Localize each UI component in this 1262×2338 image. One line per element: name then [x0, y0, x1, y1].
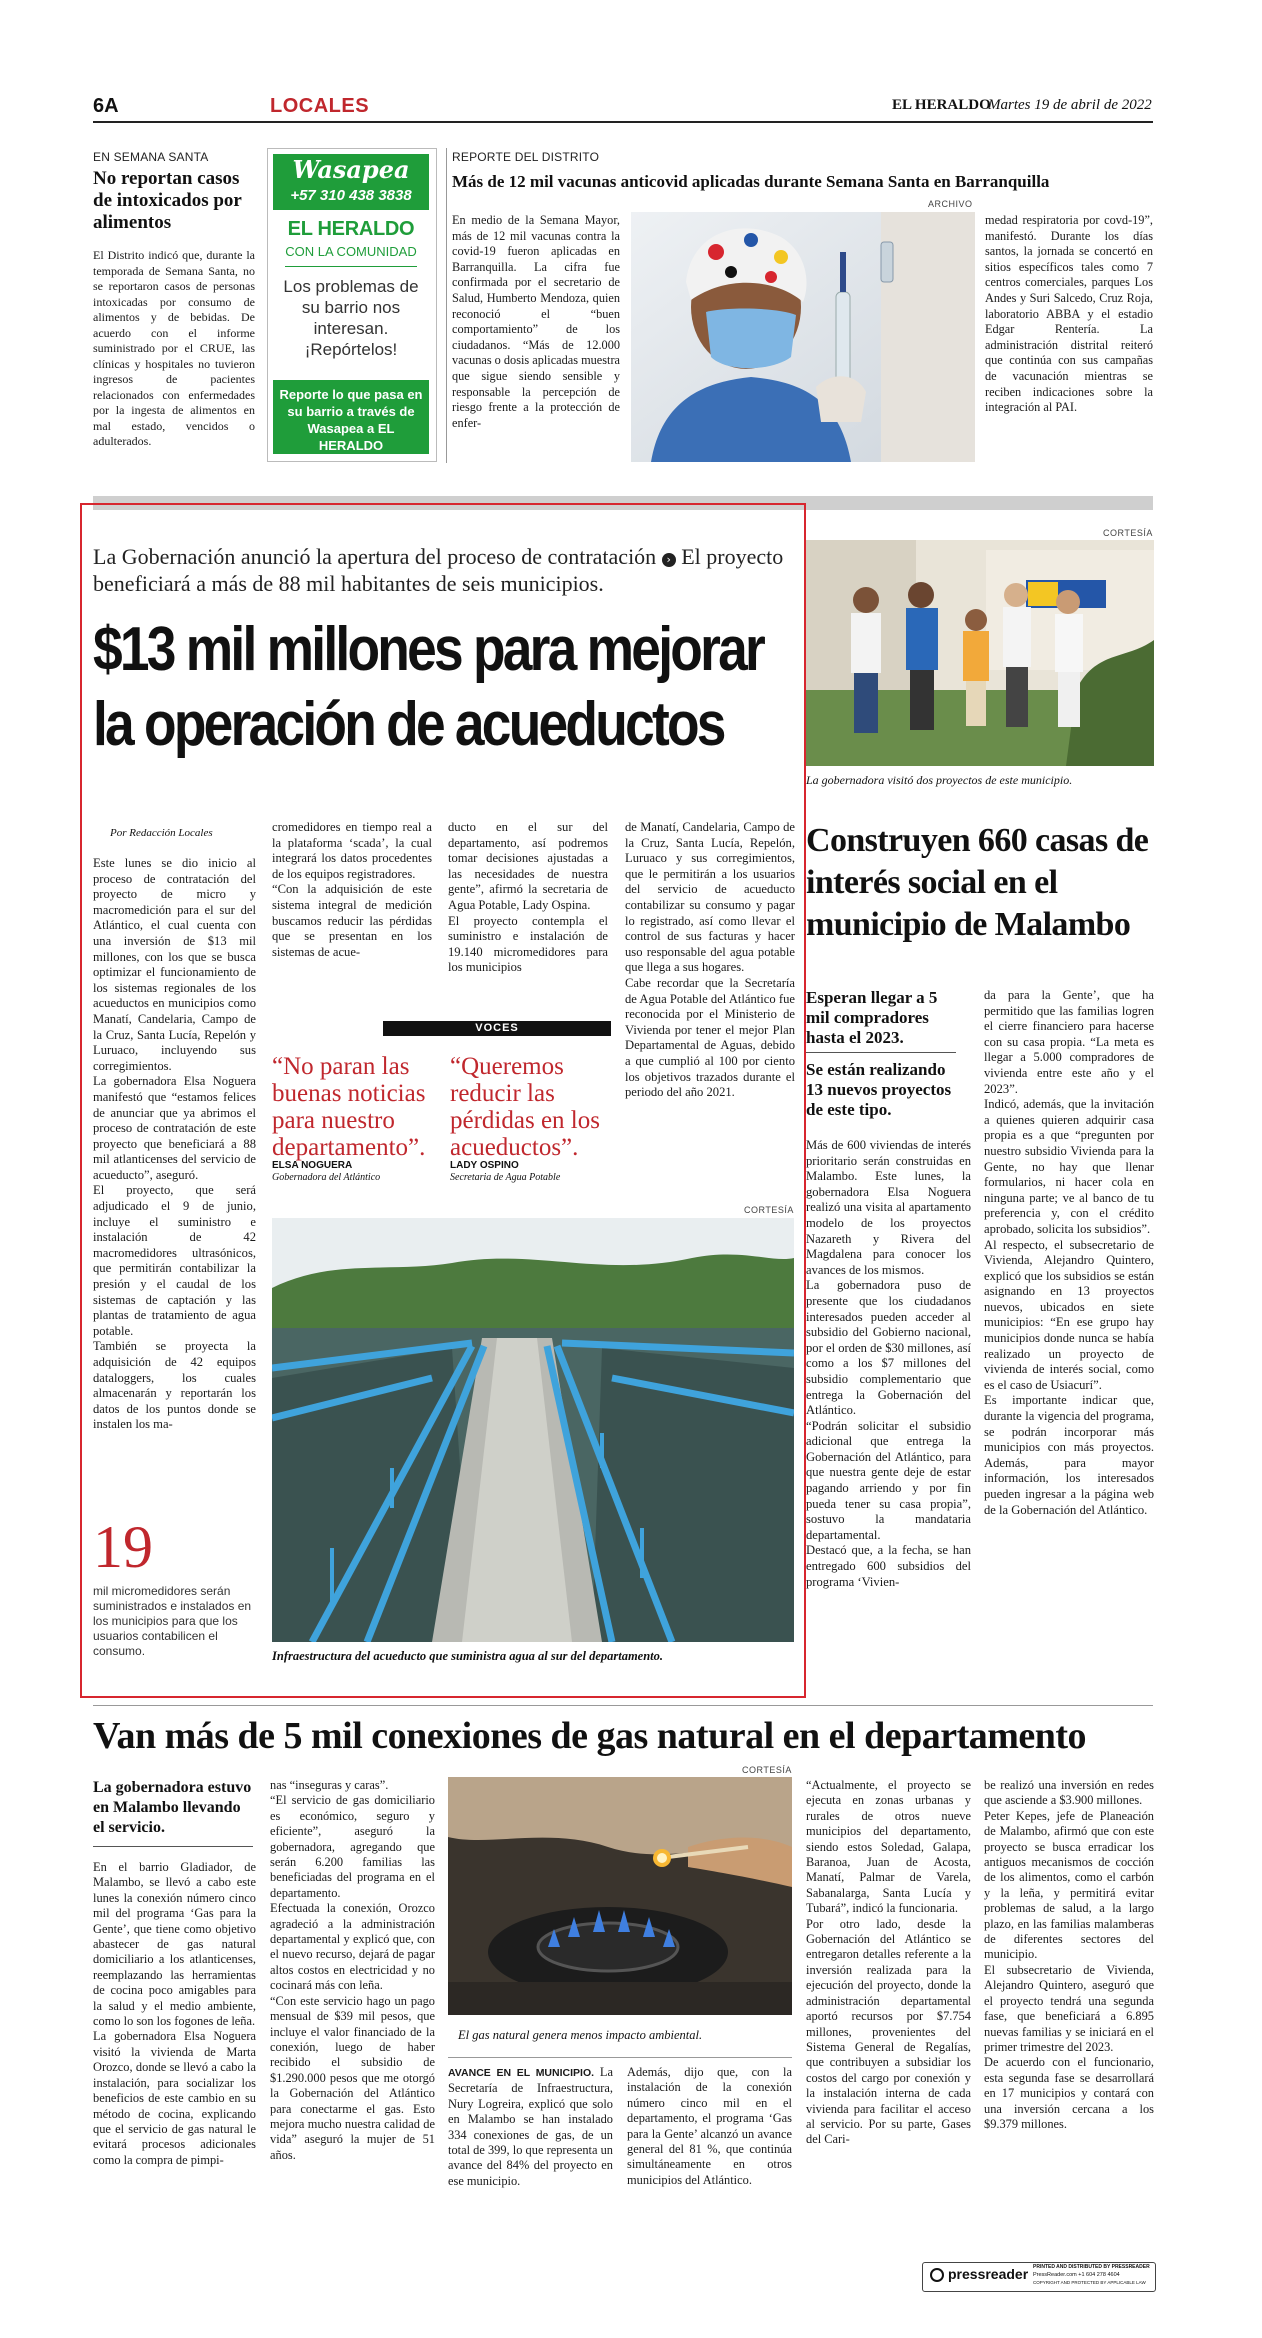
aqueduct-col2: cromedidores en tiempo real a la plataforma ‘scada’, la cual integrará los datos procedentes de los equipos registradores. “Con la adquisición de este sistema integral de medición buscamos reducir las pérdidas que se presentan en los sistemas de acue- — [272, 820, 432, 959]
voces-role-noguera: Gobernadora del Atlántico — [272, 1172, 381, 1183]
gas-col3-text: La Secretaría de Infraestructura, Nury Logreira, explicó que solo en Malambo se han instalado 334 conexiones de gas, de un total de 399, lo que representa un avance del 84% del proyecto en ese municipio. — [448, 2065, 613, 2188]
pressreader-note-2: PressReader.com +1 604 278 4604 — [1033, 2272, 1120, 2278]
wasapea-brand: Wasapea — [292, 155, 410, 184]
brief-kicker: EN SEMANA SANTA — [93, 150, 209, 164]
aqueduct-deck-line2: El proyecto beneficiará a más de 88 mil habitantes de seis municipios. — [93, 544, 784, 596]
pressreader-logo-icon — [930, 2268, 944, 2282]
wasapea-tagline: CON LA COMUNIDAD — [285, 244, 417, 259]
gas-caption: El gas natural genera menos impacto ambiental. — [458, 2028, 703, 2042]
gas-col1: En el barrio Gladiador, de Malambo, se llevó a cabo este lunes la conexión número cinco mil del programa ‘Gas para la Gente’, que tiene como objetivo abastecer de gas natural domiciliario a los atlanticenses, reemplazando las herramientas de cocina poco amigables para la salud y el medio ambiente, como lo son los fogones de leña. La gobernadora Elsa Noguera visitó la vivienda de Marta Orozco, donde se llevó a cabo la instalación, para socializar los beneficios de este cambio en su método de cocina, explicando que el servicio de gas natural le evitará procesos adicionales como la compra de pimpi- — [93, 1860, 256, 2167]
voces-label: VOCES — [475, 1022, 519, 1034]
aqueduct-photo — [272, 1218, 794, 1642]
gas-top-rule — [93, 1705, 1153, 1706]
aqueduct-byline: Por Redacción Locales — [110, 827, 213, 839]
vaccines-photo — [631, 212, 975, 462]
paper-name: EL HERALDO — [892, 97, 991, 113]
gas-headline: Van más de 5 mil conexiones de gas natural en el departamento — [93, 1715, 1087, 1757]
aqueduct-stat-text: mil micromedidores serán suministrados e instalados en los municipios para que los usuarios contabilicen el consumo. — [93, 1584, 252, 1658]
aqueduct-deck-line1: La Gobernación anunció la apertura del proceso de contratación — [93, 544, 657, 569]
aqueduct-photo-credit: CORTESÍA — [744, 1205, 794, 1215]
vaccines-photo-credit: ARCHIVO — [928, 199, 973, 209]
vaccines-left-rule — [446, 148, 447, 463]
pressreader-note-3: COPYRIGHT AND PROTECTED BY APPLICABLE LAW — [1033, 2280, 1146, 2285]
housing-sub-divider — [806, 1052, 956, 1053]
section-label: LOCALES — [270, 95, 370, 117]
pressreader-note-1: PRINTED AND DISTRIBUTED BY PRESSREADER — [1033, 2264, 1150, 2270]
vaccines-col1: En medio de la Semana Mayor, más de 12 mil vacunas contra la covid-19 fueron aplicadas en Barranquilla. La cifra fue confirmada por el secretario de Salud, Humberto Mendoza, quien reconoció el “buen comportamiento” de los ciudadanos. “Más de 12.000 vacunas o dosis aplicadas muestra que sigue siendo sensible y responsable la percepción de riesgo frente a la protección de enfer- — [452, 213, 620, 430]
gas-col3 — [448, 2065, 613, 2225]
brief-body: El Distrito indicó que, durante la temporada de Semana Santa, no se reportaron casos de personas intoxicadas por consumo de alimentos y de bebidas. De acuerdo con el informe suministrado por el CRUE, las clínicas y hospitales no tuvieron ingresos de pacientes relacionados con enfermedades por la ingesta de alimentos en mal estado, vencidos o adulterados. — [93, 248, 255, 448]
arrow-right-icon: › — [662, 553, 676, 567]
gas-col4: Además, dijo que, con la instalación de la conexión número cinco mil en el departamento, el programa ‘Gas para la Gente’ alcanzó un avance general del 81 %, que continúa simultáneamente en otros municipios del Atlántico. — [627, 2065, 792, 2187]
housing-sub2: Se están realizando 13 nuevos proyectos de este tipo. — [806, 1060, 952, 1119]
vaccines-kicker: REPORTE DEL DISTRITO — [452, 150, 600, 164]
voces-role-ospina: Secretaria de Agua Potable — [450, 1172, 561, 1183]
aqueduct-headline: $13 mil millones para mejorar la operación de acueductos — [93, 615, 763, 759]
page-number: 6A — [93, 95, 119, 117]
page-date: Martes 19 de abril de 2022 — [988, 97, 1152, 113]
wasapea-message: Los problemas de su barrio nos interesan. ¡Repórtelos! — [283, 277, 419, 359]
aqueduct-col4: de Manatí, Candelaria, Campo de la Cruz, Santa Lucía, Repelón, Luruaco y sus corregimientos, que le permitirán a los usuarios del servicio de acueducto contabilizar su consumo y pagar lo registrado, así como llevar el control de sus facturas y hacer uso responsable del agua potable que llega a sus hogares. Cabe recordar que la Secretaría de Agua Potable del Atlántico fue reconocida por el Ministerio de Vivienda por tener el mejor Plan Departamental de Aguas, debido a que cumplió al 100 por ciento los objetivos trazados durante el periodo del año 2021. — [625, 820, 795, 1100]
gas-sub: La gobernadora estuvo en Malambo llevando el servicio. — [93, 1779, 252, 1836]
gas-sub-divider — [93, 1846, 253, 1847]
housing-photo-credit: CORTESÍA — [1103, 528, 1153, 538]
wasapea-divider — [285, 266, 417, 267]
nurse-vaccine-image — [631, 212, 975, 462]
aqueduct-stat-number: 19 — [93, 1514, 153, 1580]
gas-col2: nas “inseguras y caras”. “El servicio de gas domiciliario es económico, seguro y eficiente”, aseguró la gobernadora, agregando que serán 6.200 familias las beneficiadas del programa en el departamento. Efectuada la conexión, Orozco agradeció a la administración departamental y explicó que, con el nuevo recurso, dejará de pagar altos costos en electricidad y no cocinará más con leña. “Con este servicio hago un pago mensual de $39 mil pesos, que incluye el valor financiado de la conexión, luego de haber recibido el subsidio de $1.290.000 pesos que me otorgó la Gobernación del Atlántico para conectarme el gas. Esto mejora mucho nuestra calidad de vida” aseguró la mujer de 51 años. — [270, 1778, 435, 2162]
housing-sub1: Esperan llegar a 5 mil compradores hasta el 2023. — [806, 988, 938, 1047]
vaccines-col2: medad respiratoria por covd-19”, manifestó. Durante los días santos, la jornada se concertó en sitios específicos tales como 7 centros comerciales, parques Los Andes y Suri Salcedo, Cruz Roja, laboratorio ABBA y el estadio Edgar Rentería. La administración distrital reiteró que continúa con sus campañas de vacunación mientras se reciben indicaciones sobre la integración al PAI. — [985, 213, 1153, 415]
aqueduct-col1: Este lunes se dio inicio al proceso de contratación del proyecto de micro y macromedición para el sur del Atlántico, el cual cuenta con una inversión de $13 mil millones, con los que se busca optimizar el funcionamiento de los sistemas regionales de los acueductos en municipios como Manatí, Candelaria, Campo de la Cruz, Santa Lucía, Repelón y Luruaco, incluyendo sus corregimientos. La gobernadora Elsa Noguera manifestó que “estamos felices de anunciar que ya abrimos el proceso de contratación de este proyecto que beneficiará a 88 mil atlanticenses del servicio de acueducto”, aseguró. El proyecto, que será adjudicado el 9 de junio, incluye el suministro e instalación de 42 macromedidores ultrasónicos, que permitirán contabilizar la presión y el caudal de los sistemas de captación y las plantas de tratamiento de agua potable. También se proyecta la adquisición de 42 equipos dataloggers, los cuales almacenarán y reportarán los datos de los puntos donde se instalen los ma- — [93, 856, 256, 1432]
vaccines-title: Más de 12 mil vacunas anticovid aplicadas durante Semana Santa en Barranquilla — [452, 172, 1050, 191]
housing-caption: La gobernadora visitó dos proyectos de este municipio. — [806, 773, 1073, 787]
gas-stove-flame-image — [448, 1777, 792, 2015]
pressreader-brand: pressreader — [948, 2266, 1029, 2282]
aqueduct-deck — [93, 543, 793, 597]
gas-col6: be realizó una inversión en redes que asciende a $3.900 millones. Peter Kepes, jefe de Planeación de Malambo, afirmó que con este proyecto se busca erradicar los antiguos mecanismos de cocción de los alimentos, como el carbón y la leña, y permitirá evitar problemas de salud, a la largo plazo, en las familias malamberas de diferentes sectores del municipio. El subsecretario de Vivienda, Alejandro Quintero, aseguró que el proyecto tendrá una segunda fase, que beneficiará a 6.895 nuevas familias y se iniciará en el primer trimestre del 2023. De acuerdo con el funcionario, esta segunda fase se desarrollará en 17 municipios y contará con una inversión cercana a los $9.379 millones. — [984, 1778, 1154, 2131]
brief-title: No reportan casos de intoxicados por alimentos — [93, 168, 242, 233]
housing-headline: Construyen 660 casas de interés social en el municipio de Malambo — [806, 822, 1149, 943]
voces-quote-noguera: “No paran las buenas noticias para nuestro departamento”. — [272, 1053, 426, 1161]
voces-quote-ospina: “Queremos reducir las pérdidas en los acueductos”. — [450, 1053, 600, 1161]
gas-col3-lead: AVANCE EN EL MUNICIPIO. — [448, 2067, 595, 2079]
aqueduct-col3: ducto en el sur del departamento, así podremos tomar decisiones ajustadas a las necesidades de nuestra gente”, afirmó la secretaria de Agua Potable, Lady Ospina. El proyecto contempla el suministro e instalación de 19.140 micromedidores para los municipios — [448, 820, 608, 975]
gas-col5: “Actualmente, el proyecto se ejecuta en zonas urbanas y rurales de otros nueve municipios del departamento, siendo estos Soledad, Galapa, Baranoa, Juan de Acosta, Manatí, Palmar de Varela, Sabanalarga, Santa Lucía y Tubará”, indicó la funcionaria. Por otro lado, desde la Gobernación del Atlántico se entregaron detalles referente a la inversión realizada para la ejecución del proyecto, donde la administración departamental aportó recursos por $7.754 millones, provenientes del Sistema General de Regalías, que contribuyen a subsidiar los costos del cargo por conexión y la instalación interna de cada vivienda para facilitar el acceso al servicio. Por su parte, Gases del Cari- — [806, 1778, 971, 2147]
aqueduct-caption: Infraestructura del acueducto que suministra agua al sur del departamento. — [272, 1649, 664, 1663]
voces-name-ospina: LADY OSPINO — [450, 1160, 519, 1171]
wasapea-paper: EL HERALDO — [287, 218, 415, 240]
housing-col1: Más de 600 viviendas de interés prioritario serán construidas en Malambo. Este lunes, la gobernadora Elsa Noguera realizó una visita al apartamento modelo de los proyectos Nazareth y Rivera del Magdalena para conocer los avances de los mismos. La gobernadora puso de presente que los ciudadanos interesados pueden acceder al subsidio del Gobierno nacional, por el orden de $30 millones, así como a los $7 millones del subsidio complementario que entrega la Gobernación del Atlántico. “Podrán solicitar el subsidio adicional que entrega la Gobernación del Atlántico, para que nuestra gente deje de estar pagando arriendo y por fin pueda tener su casa propia”, sostuvo la mandataria departamental. Destacó que, a la fecha, se han entregado 600 subsidios del programa ‘Vivien- — [806, 1138, 971, 1589]
housing-col2: da para la Gente’, que ha permitido que las familias logren el cierre financiero para hacerse con su casa propia. “La meta es llegar a 5.000 compradores de vivienda entre este año y el 2023”. Indicó, además, que la invitación a quienes quieren adquirir casa propia es a que “pregunten por nuestro subsidio Vivienda para la Gente, no hay que llenar formularios, ni hacer cola en ninguna parte; ve al banco de tu preferencia y, con el crédito aprobado, solicita los subsidios”. Al respecto, el subsecretario de Vivienda, Alejandro Quintero, explicó que los subsidios se están asignando en 13 proyectos nuevos, ubicados en siete municipios: “En ese grupo hay municipios donde nunca se había realizado un proyecto de vivienda de interés social, como es el caso de Usiacurí”. Es importante indicar que, durante la vigencia del programa, se podrán incorporar más municipios con más proyectos. Además, para mayor información, los interesados pueden ingresar a la página web de la Gobernación del Atlántico. — [984, 988, 1154, 1517]
wasapea-cta: Reporte lo que pasa en su barrio a través de Wasapea a EL HERALDO — [279, 387, 423, 453]
masthead-rule — [93, 121, 1153, 123]
gas-photo — [448, 1777, 792, 2015]
voces-name-noguera: ELSA NOGUERA — [272, 1160, 353, 1171]
water-treatment-plant-image — [272, 1218, 794, 1642]
gas-photo-credit: CORTESÍA — [742, 1765, 792, 1775]
governor-visit-image — [806, 540, 1154, 766]
gas-caption-rule — [448, 2057, 792, 2058]
housing-photo — [806, 540, 1154, 766]
wasapea-phone: +57 310 438 3838 — [290, 187, 412, 204]
